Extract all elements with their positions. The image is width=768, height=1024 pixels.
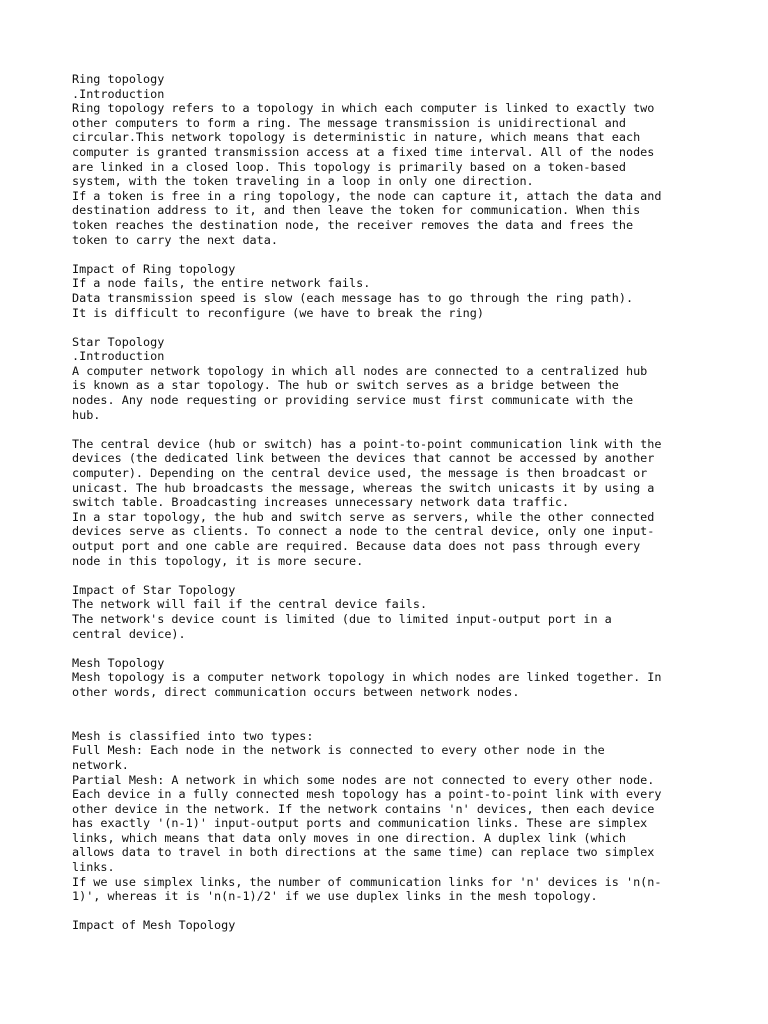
text-line: Impact of Mesh Topology — [72, 918, 236, 933]
text-line: It is difficult to reconfigure (we have to break the ring) — [72, 305, 484, 320]
text-line: node in this topology, it is more secure. — [72, 553, 364, 568]
text-line: circular.This network topology is deterministic in nature, which means that each — [72, 130, 641, 145]
text-line: Impact of Ring topology — [72, 261, 236, 276]
text-line: devices (the dedicated link between the devices that cannot be accessed by another — [72, 451, 655, 466]
text-line: Star Topology — [72, 334, 165, 349]
text-line: Mesh topology is a computer network topology in which nodes are linked together. In — [72, 670, 662, 685]
text-line: unicast. The hub broadcasts the message, whereas the switch unicasts it by using a — [72, 480, 655, 495]
text-line: hub. — [72, 407, 101, 422]
text-line: links. — [72, 860, 115, 875]
text-line: Ring topology refers to a topology in which each computer is linked to exactly two — [72, 101, 655, 116]
text-line: Mesh Topology — [72, 655, 165, 670]
blank-line — [72, 714, 712, 729]
text-line: token reaches the destination node, the receiver removes the data and frees the — [72, 217, 634, 232]
text-line: Partial Mesh: A network in which some nodes are not connected to every other node. — [72, 772, 655, 787]
text-line: Each device in a fully connected mesh topology has a point-to-point link with every — [72, 787, 662, 802]
text-line: Full Mesh: Each node in the network is connected to every other node in the — [72, 743, 605, 758]
text-line: other words, direct communication occurs between network nodes. — [72, 684, 520, 699]
text-line: token to carry the next data. — [72, 232, 278, 247]
text-line: destination address to it, and then leave the token for communication. When this — [72, 203, 641, 218]
text-line: .Introduction — [72, 86, 165, 101]
text-line: network. — [72, 757, 129, 772]
blank-line — [72, 641, 712, 656]
text-line: In a star topology, the hub and switch serve as servers, while the other connected — [72, 509, 655, 524]
text-line: other computers to form a ring. The message transmission is unidirectional and — [72, 115, 626, 130]
text-line: allows data to travel in both directions at the same time) can replace two simplex — [72, 845, 655, 860]
blank-line — [72, 904, 712, 919]
text-line: devices serve as clients. To connect a node to the central device, only one input- — [72, 524, 655, 539]
text-line: computer). Depending on the central device used, the message is then broadcast or — [72, 466, 648, 481]
text-line: links, which means that data only moves in one direction. A duplex link (which — [72, 830, 626, 845]
blank-line — [72, 247, 712, 262]
text-line: are linked in a closed loop. This topology is primarily based on a token-based — [72, 159, 626, 174]
text-line: Mesh is classified into two types: — [72, 728, 314, 743]
text-line: If a token is free in a ring topology, the node can capture it, attach the data and — [72, 188, 662, 203]
text-line: Ring topology — [72, 72, 165, 86]
text-line: has exactly '(n-1)' input-output ports and communication links. These are simplex — [72, 816, 648, 831]
blank-line — [72, 700, 712, 715]
text-line: is known as a star topology. The hub or switch serves as a bridge between the — [72, 378, 619, 393]
blank-line — [72, 422, 712, 437]
blank-line — [72, 320, 712, 335]
text-line: The network will fail if the central device fails. — [72, 597, 428, 612]
text-line: 1)', whereas it is 'n(n-1)/2' if we use duplex links in the mesh topology. — [72, 889, 598, 904]
text-line: central device). — [72, 626, 186, 641]
text-line: Impact of Star Topology — [72, 582, 236, 597]
text-line: nodes. Any node requesting or providing service must first communicate with the — [72, 393, 634, 408]
text-line: A computer network topology in which all nodes are connected to a centralized hub — [72, 363, 648, 378]
text-line: other device in the network. If the network contains 'n' devices, then each device — [72, 801, 655, 816]
text-line: output port and one cable are required. Because data does not pass through every — [72, 539, 641, 553]
text-line: system, with the token traveling in a loop in only one direction. — [72, 174, 534, 189]
text-line: .Introduction — [72, 349, 165, 364]
text-line: Data transmission speed is slow (each message has to go through the ring path). — [72, 290, 634, 305]
blank-line — [72, 568, 712, 583]
text-line: The network's device count is limited (due to limited input-output port in a — [72, 611, 612, 626]
text-line: The central device (hub or switch) has a point-to-point communication link with the — [72, 436, 662, 451]
text-line: If a node fails, the entire network fails. — [72, 276, 371, 291]
text-line: switch table. Broadcasting increases unnecessary network data traffic. — [72, 495, 570, 510]
document-page — [72, 72, 712, 933]
text-line: computer is granted transmission access at a fixed time interval. All of the nodes — [72, 144, 655, 159]
text-line: If we use simplex links, the number of communication links for 'n' devices is 'n(n- — [72, 874, 662, 889]
